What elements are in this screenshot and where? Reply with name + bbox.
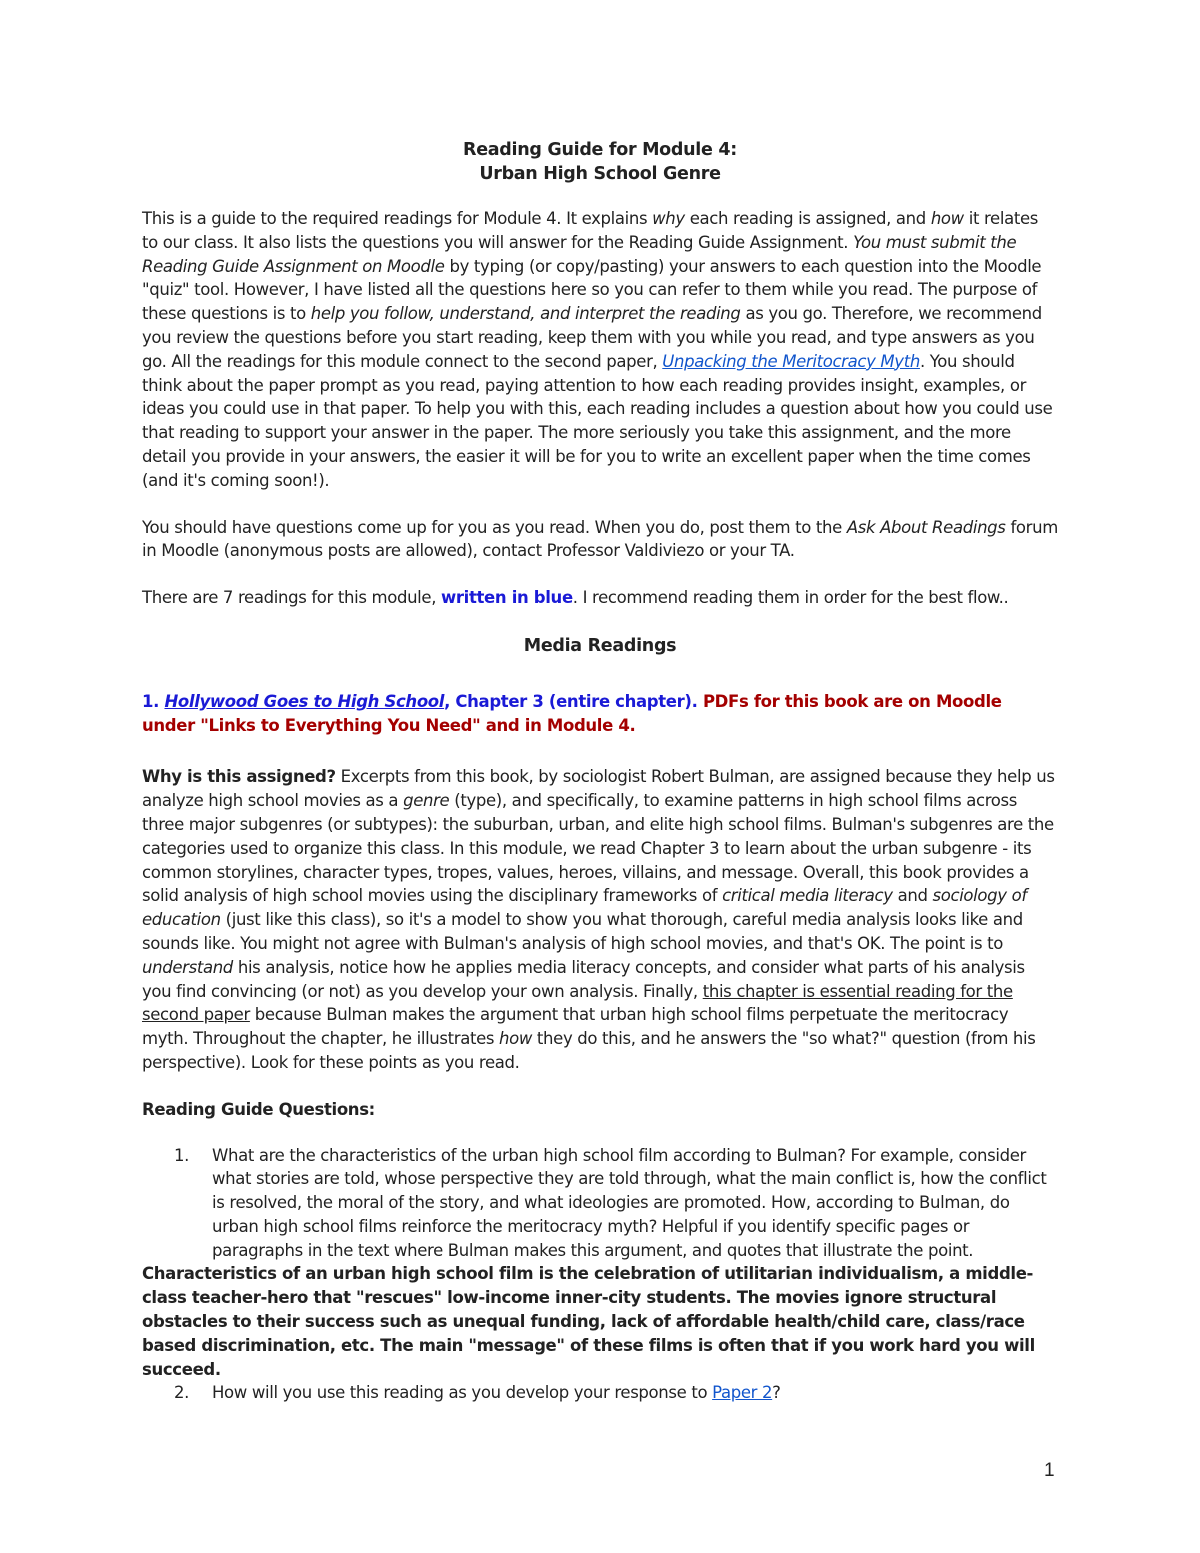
intro-text: This is a guide to the required readings for Module 4. It explains [142, 209, 653, 228]
questions-heading: Reading Guide Questions: [142, 1099, 375, 1119]
intro-text: . You should think about the paper prompt as you read, paying attention to how each reading provides insight, examples, or ideas you could use in that paper. To help you with this, each reading includes a question about how you could use that reading to support your answer in the paper. The more seriously you take this assignment, and the more detail you provide in your answers, the easier it will be for you to write an excellent paper when the time comes (and it's coming soon!). [142, 351, 1053, 490]
why-emphasis: critical media literacy [722, 886, 893, 906]
question-text: What are the characteristics of the urban high school film according to Bulman? For example, consider what stories are told, whose perspective they are told through, what the main conflict is, how the conflict is resolved, the moral of the story, and what ideologies are promoted. How, according to Bulman, do urban high school films reinforce the meritocracy myth? Helpful if you identify specific pages or paragraphs in the text where Bulman makes this argument, and quotes that illustrate the point. [212, 1145, 1047, 1260]
para2-text: forum in Moodle (anonymous posts are allowed), contact Professor Valdiviezo or your TA. [142, 517, 1058, 561]
why-text: Excerpts from this book, by sociologist Robert Bulman, are assigned because they help us analyze high school movies as a [142, 767, 1055, 811]
para3-text: . I recommend reading them in order for the best flow.. [572, 588, 1009, 608]
why-assigned-paragraph [142, 765, 1058, 1074]
question-number: 2. [174, 1383, 190, 1403]
reading-detail: , Chapter 3 (entire chapter). [444, 691, 703, 711]
question-punct: ? [772, 1383, 781, 1403]
questions-paragraph [142, 516, 1058, 564]
why-underline: this chapter is essential reading for the second paper [142, 981, 1013, 1025]
reading-1-heading [142, 690, 1058, 738]
why-emphasis: how [499, 1029, 533, 1049]
why-text: and [892, 886, 933, 906]
reading-number: 1. [142, 691, 165, 711]
intro-emphasis: help you follow, understand, and interpret the reading [310, 304, 741, 324]
document-title [142, 138, 1058, 186]
readings-count-paragraph [142, 586, 1058, 610]
intro-text: each reading is assigned, and [684, 209, 931, 228]
why-text: (just like this class), so it's a model to show you what thorough, careful media analysis looks like and sounds like. You might not agree with Bulman's analysis of high school movies, and that's OK. The point is to [142, 910, 1023, 953]
why-emphasis: sociology of education [142, 886, 1027, 930]
answer-text[interactable]: Characteristics of an urban high school film is the celebration of utilitarian individualism, a middle-class teacher-hero that "rescues" low-income inner-city students. The movies ignore structural obstacles to their success such as unequal funding, lack of affordable health/child care, class/race based discrimination, etc. The main "message" of these films is often that if you work hard you will succeed. [142, 1264, 1035, 1379]
intro-emphasis: how [930, 209, 964, 228]
page-number: 1 [1044, 1460, 1055, 1481]
forum-name: Ask About Readings [846, 517, 1006, 537]
intro-emphasis: You must submit the Reading Guide Assignment on Moodle [142, 232, 1017, 276]
para3-text: There are 7 readings for this module, [142, 588, 441, 608]
section-heading: Media Readings [523, 635, 677, 656]
intro-emphasis: why [652, 209, 685, 228]
blue-highlight: written in blue [441, 588, 573, 608]
questions-list-continued [142, 1381, 1058, 1405]
intro-text: as you go. Therefore, we recommend you review the questions before you start reading, keep them with you while you read, and type answers as you go. All the readings for this module connect to the second paper, [142, 304, 1042, 371]
why-text: (type), and specifically, to examine patterns in high school films across three major subgenres (or subtypes): the suburban, urban, and elite high school films. Bulman's subgenres are the categories used to organize this class. In this module, we read Chapter 3 to learn about the urban subgenre - its common storylines, character types, tropes, values, heroes, villains, and message. Overall, this book provides a solid analysis of high school movies using the disciplinary frameworks of [142, 791, 1054, 906]
why-emphasis: understand [142, 957, 233, 977]
why-label: Why is this assigned? [142, 767, 336, 787]
document-page [142, 138, 1058, 1405]
why-emphasis: genre [403, 791, 450, 811]
title-line-2: Urban High School Genre [479, 164, 721, 184]
why-text: his analysis, notice how he applies media literacy concepts, and consider what parts of his analysis you find convincing (or not) as you develop your own analysis. Finally, [142, 957, 1025, 1001]
intro-text: it relates to our class. It also lists the questions you will answer for the Reading Guide Assignment. [142, 209, 1038, 252]
intro-text: by typing (or copy/pasting) your answers to each question into the Moodle "quiz" tool. However, I have listed all the questions here so you can refer to them while you read. The purpose of these questions is to [142, 256, 1042, 324]
title-line-1: Reading Guide for Module 4: [463, 140, 737, 160]
question-item [142, 1144, 1058, 1263]
para2-text: You should have questions come up for you as you read. When you do, post them to the [142, 517, 847, 537]
reading-location-note: PDFs for this book are on Moodle under "Links to Everything You Need" and in Module 4 [142, 691, 1002, 735]
why-text: they do this, and he answers the "so what?" question (from his perspective). Look for these points as you read. [142, 1029, 1036, 1072]
book-link[interactable]: Hollywood Goes to High School [164, 691, 445, 711]
question-item [142, 1381, 1058, 1405]
question-number: 1. [174, 1145, 190, 1165]
paper-prompt-link[interactable]: Unpacking the Meritocracy Myth [662, 351, 920, 371]
intro-paragraph [142, 207, 1058, 493]
question-text: How will you use this reading as you develop your response to [212, 1383, 713, 1403]
why-text: because Bulman makes the argument that urban high school films perpetuate the meritocracy myth. Throughout the chapter, he illustrates [142, 1005, 1009, 1049]
paper-2-link[interactable]: Paper 2 [712, 1383, 773, 1403]
questions-list [142, 1144, 1058, 1263]
reading-punct: . [629, 715, 636, 735]
